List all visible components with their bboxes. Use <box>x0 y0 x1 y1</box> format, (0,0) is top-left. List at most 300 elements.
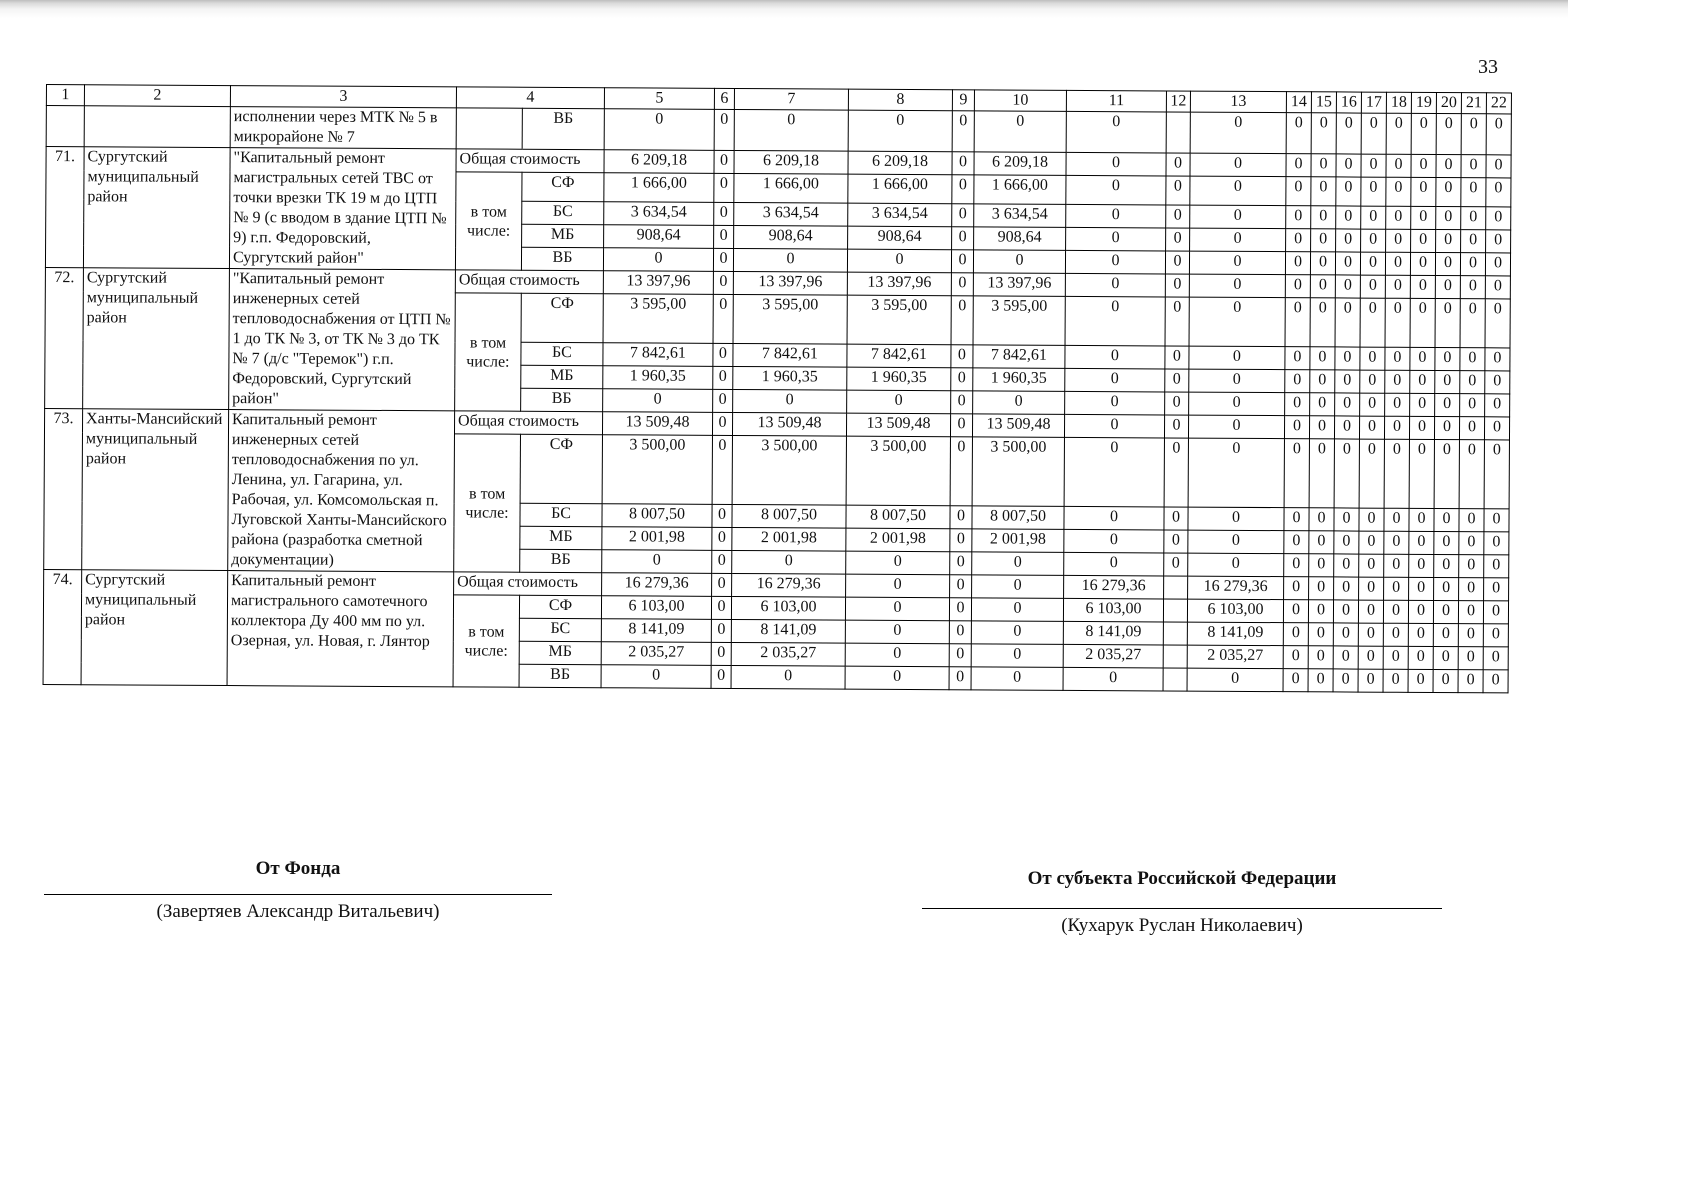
value-cell: 0 <box>1064 529 1164 553</box>
value-cell: 0 <box>951 273 973 296</box>
value-cell: 0 <box>714 202 734 225</box>
value-cell: 0 <box>1484 578 1509 601</box>
value-cell: 0 <box>1409 508 1434 531</box>
value-cell: 0 <box>1433 623 1458 646</box>
value-cell: 0 <box>1189 297 1285 347</box>
value-cell: 0 <box>1486 155 1511 178</box>
value-cell: 0 <box>971 644 1063 668</box>
value-cell: 0 <box>1188 438 1284 508</box>
value-cell: 6 103,00 <box>731 596 845 620</box>
value-cell: 0 <box>1310 347 1335 370</box>
value-cell: 0 <box>1334 531 1359 554</box>
value-cell: 3 634,54 <box>974 204 1066 228</box>
value-cell: 0 <box>1435 348 1460 371</box>
value-cell: 0 <box>1308 669 1333 692</box>
entry-number: 73. <box>44 408 83 569</box>
value-cell: 0 <box>1434 417 1459 440</box>
value-cell: 0 <box>1435 299 1460 348</box>
value-cell: 0 <box>1311 229 1336 252</box>
value-cell: 0 <box>1187 668 1283 692</box>
value-cell: 0 <box>949 644 971 667</box>
value-cell: 0 <box>1461 178 1486 207</box>
column-number: 18 <box>1386 92 1411 113</box>
funding-source-label: СФ <box>519 595 601 618</box>
object-description: "Капитальный ремонт инженерных сетей тепловодоснабжения от ЦТП № 1 до ТК № 3, от ТК № 3 до ТК № 7 (д/с "Теремок") г.п. Федоровский, Сургутский район" <box>229 269 456 411</box>
column-number: 16 <box>1336 92 1361 113</box>
value-cell: 0 <box>1385 370 1410 393</box>
value-cell: 0 <box>950 575 972 598</box>
column-number: 15 <box>1311 92 1336 113</box>
value-cell: 8 007,50 <box>602 504 712 528</box>
value-cell: 0 <box>1309 508 1334 531</box>
value-cell: 0 <box>1284 508 1309 531</box>
funding-source-label: СФ <box>521 293 603 342</box>
value-cell: 0 <box>1311 113 1336 154</box>
value-cell: 0 <box>713 343 733 366</box>
funding-source-label: БС <box>521 342 603 365</box>
value-cell: 3 634,54 <box>848 203 952 227</box>
value-cell: 0 <box>1359 416 1384 439</box>
value-cell: 0 <box>1335 393 1360 416</box>
value-cell: 0 <box>1484 532 1509 555</box>
value-cell: 0 <box>1286 229 1311 252</box>
value-cell: 13 397,96 <box>733 271 847 295</box>
value-cell: 0 <box>1459 440 1484 509</box>
value-cell: 0 <box>1188 507 1284 531</box>
value-cell: 3 595,00 <box>603 294 713 344</box>
including-label: в том числе: <box>453 595 520 687</box>
funding-source-label: ВБ <box>521 247 603 270</box>
value-cell: 0 <box>1436 207 1461 230</box>
value-cell: 0 <box>1285 393 1310 416</box>
value-cell: 6 103,00 <box>1063 598 1163 622</box>
value-cell: 0 <box>1166 228 1190 251</box>
signature-name-fund: (Завертяев Александр Витальевич) <box>156 901 440 922</box>
value-cell: 0 <box>1166 153 1190 176</box>
value-cell: 0 <box>1311 154 1336 177</box>
value-cell: 0 <box>1336 206 1361 229</box>
value-cell: 1 960,35 <box>733 366 847 390</box>
value-cell: 0 <box>1460 276 1485 299</box>
object-description: исполнении через МТК № 5 в микрорайоне № 7 <box>230 107 456 149</box>
value-cell: 2 001,98 <box>732 527 846 551</box>
region-cell <box>84 106 230 148</box>
value-cell: 0 <box>1189 392 1285 416</box>
value-cell: 0 <box>847 390 951 414</box>
value-cell: 0 <box>712 412 732 435</box>
value-cell: 1 666,00 <box>974 175 1066 205</box>
value-cell: 0 <box>972 575 1064 599</box>
value-cell: 0 <box>1385 252 1410 275</box>
value-cell: 1 666,00 <box>734 173 848 203</box>
value-cell: 0 <box>1358 600 1383 623</box>
value-cell: 0 <box>1384 439 1409 508</box>
value-cell: 0 <box>1335 298 1360 347</box>
funding-source-label: ВБ <box>519 664 601 687</box>
value-cell: 0 <box>1166 205 1190 228</box>
object-description: Капитальный ремонт инженерных сетей тепловодоснабжения по ул. Ленина, ул. Гагарина, ул. Рабочая, ул. Комсомольская п. Луговской Ханты-Мансийского района (разработка сметной документации) <box>228 410 455 572</box>
value-cell: 0 <box>1310 275 1335 298</box>
value-cell: 0 <box>734 109 848 151</box>
value-cell: 0 <box>950 552 972 575</box>
value-cell: 0 <box>1410 275 1435 298</box>
value-cell: 0 <box>713 389 733 412</box>
value-cell: 0 <box>950 437 972 506</box>
value-cell: 0 <box>1409 416 1434 439</box>
value-cell: 0 <box>1285 275 1310 298</box>
column-number: 5 <box>604 88 714 110</box>
value-cell: 0 <box>952 204 974 227</box>
value-cell: 0 <box>1164 530 1188 553</box>
value-cell: 0 <box>1335 347 1360 370</box>
value-cell: 0 <box>1435 394 1460 417</box>
value-cell: 0 <box>1461 230 1486 253</box>
value-cell: 3 500,00 <box>846 436 950 506</box>
value-cell: 0 <box>712 435 732 504</box>
value-cell: 0 <box>1164 438 1188 507</box>
value-cell: 0 <box>733 389 847 413</box>
funding-source-label: ВБ <box>521 388 603 411</box>
value-cell: 0 <box>1409 577 1434 600</box>
value-cell: 6 209,18 <box>848 151 952 175</box>
value-cell: 0 <box>1066 227 1166 251</box>
funding-source-label: ВБ <box>522 108 604 149</box>
value-cell: 0 <box>973 391 1065 415</box>
value-cell: 0 <box>974 111 1066 153</box>
value-cell: 0 <box>1384 577 1409 600</box>
funding-source-label: ВБ <box>520 549 602 572</box>
value-cell: 0 <box>1410 370 1435 393</box>
value-cell: 0 <box>1336 154 1361 177</box>
value-cell: 0 <box>1458 601 1483 624</box>
value-cell: 0 <box>1359 554 1384 577</box>
value-cell: 0 <box>1461 207 1486 230</box>
value-cell: 0 <box>712 550 732 573</box>
value-cell: 0 <box>712 527 732 550</box>
value-cell: 0 <box>1286 177 1311 206</box>
value-cell: 0 <box>1433 646 1458 669</box>
value-cell: 0 <box>1333 669 1358 692</box>
value-cell: 0 <box>1190 153 1286 177</box>
including-label: в том числе: <box>455 293 522 411</box>
column-number: 2 <box>84 85 230 107</box>
value-cell: 0 <box>1308 646 1333 669</box>
value-cell: 0 <box>1486 114 1511 155</box>
value-cell: 0 <box>1386 154 1411 177</box>
value-cell: 0 <box>1385 298 1410 347</box>
value-cell: 0 <box>1410 393 1435 416</box>
value-cell: 0 <box>1283 646 1308 669</box>
value-cell: 0 <box>602 550 712 574</box>
value-cell: 3 595,00 <box>847 295 951 345</box>
value-cell: 0 <box>1486 230 1511 253</box>
value-cell: 0 <box>1434 509 1459 532</box>
value-cell: 0 <box>1333 623 1358 646</box>
signature-title-fund: От Фонда <box>255 858 341 879</box>
value-cell: 0 <box>1410 347 1435 370</box>
value-cell: 0 <box>1359 508 1384 531</box>
value-cell: 0 <box>1411 206 1436 229</box>
value-cell: 0 <box>847 249 951 273</box>
column-number: 3 <box>230 86 456 108</box>
value-cell: 0 <box>1285 298 1310 347</box>
municipality-name: Сургутский муниципальный район <box>81 570 228 686</box>
value-cell: 0 <box>1165 369 1189 392</box>
value-cell: 0 <box>1334 416 1359 439</box>
value-cell: 0 <box>1334 508 1359 531</box>
value-cell: 2 001,98 <box>602 527 712 551</box>
value-cell: 0 <box>1165 392 1189 415</box>
value-cell: 6 103,00 <box>601 596 711 620</box>
value-cell: 0 <box>1066 111 1166 153</box>
value-cell <box>1163 599 1187 622</box>
value-cell: 0 <box>733 248 847 272</box>
funding-source-label: МБ <box>521 365 603 388</box>
value-cell: 0 <box>1065 368 1165 392</box>
value-cell: 0 <box>973 250 1065 274</box>
value-cell: 908,64 <box>734 225 848 249</box>
value-cell: 0 <box>1334 439 1359 508</box>
value-cell: 0 <box>1408 600 1433 623</box>
value-cell: 0 <box>1358 623 1383 646</box>
value-cell: 0 <box>1189 274 1285 298</box>
value-cell: 13 509,48 <box>846 413 950 437</box>
value-cell: 0 <box>1461 155 1486 178</box>
value-cell: 0 <box>1283 623 1308 646</box>
value-cell: 7 842,61 <box>973 345 1065 369</box>
value-cell: 0 <box>1385 347 1410 370</box>
value-cell: 8 141,09 <box>1063 621 1163 645</box>
column-number: 1 <box>46 85 84 106</box>
value-cell: 16 279,36 <box>1064 575 1164 599</box>
value-cell: 0 <box>1284 577 1309 600</box>
value-cell: 0 <box>603 389 713 413</box>
value-cell: 0 <box>1310 393 1335 416</box>
value-cell: 2 035,27 <box>1063 644 1163 668</box>
value-cell: 0 <box>1189 369 1285 393</box>
value-cell: 0 <box>1411 229 1436 252</box>
municipality-name: Сургутский муниципальный район <box>83 268 230 410</box>
value-cell: 0 <box>1485 348 1510 371</box>
funding-source-label: БС <box>520 503 602 526</box>
value-cell: 0 <box>1435 253 1460 276</box>
value-cell: 0 <box>1383 646 1408 669</box>
value-cell: 0 <box>732 550 846 574</box>
value-cell: 0 <box>845 643 949 667</box>
value-cell: 0 <box>1459 417 1484 440</box>
value-cell: 0 <box>1460 299 1485 348</box>
value-cell: 0 <box>1065 250 1165 274</box>
value-cell: 0 <box>1384 508 1409 531</box>
value-cell: 0 <box>1065 273 1165 297</box>
value-cell: 0 <box>1408 623 1433 646</box>
value-cell: 1 960,35 <box>847 367 951 391</box>
value-cell: 0 <box>1384 554 1409 577</box>
value-cell: 13 509,48 <box>602 412 712 436</box>
value-cell: 0 <box>1360 347 1385 370</box>
value-cell: 3 500,00 <box>972 437 1064 507</box>
signature-line-subject <box>922 908 1442 909</box>
value-cell: 0 <box>1335 370 1360 393</box>
value-cell: 0 <box>1285 347 1310 370</box>
value-cell: 0 <box>952 175 974 204</box>
value-cell: 0 <box>1485 371 1510 394</box>
value-cell: 0 <box>1460 371 1485 394</box>
value-cell: 16 279,36 <box>732 573 846 597</box>
value-cell: 0 <box>1483 670 1508 693</box>
column-number: 9 <box>952 90 974 111</box>
value-cell: 13 509,48 <box>972 414 1064 438</box>
value-cell: 0 <box>845 666 949 690</box>
value-cell: 0 <box>1165 297 1189 346</box>
value-cell: 0 <box>950 414 972 437</box>
value-cell: 0 <box>1384 416 1409 439</box>
object-description: "Капитальный ремонт магистральных сетей ТВС от точки врезки ТК 19 м до ЦТП № 9 (с вводом в здание ЦТП № 9) г.п. Федоровский, Сургутский район" <box>229 148 456 270</box>
column-number: 8 <box>848 89 952 111</box>
value-cell: 13 397,96 <box>603 271 713 295</box>
value-cell: 0 <box>1458 647 1483 670</box>
value-cell: 0 <box>1434 578 1459 601</box>
value-cell: 1 666,00 <box>604 173 714 203</box>
value-cell: 0 <box>1409 554 1434 577</box>
value-cell: 0 <box>1485 394 1510 417</box>
signature-line-fund <box>44 894 552 895</box>
value-cell: 0 <box>1309 531 1334 554</box>
value-cell: 0 <box>1190 228 1286 252</box>
value-cell: 0 <box>1066 152 1166 176</box>
value-cell: 0 <box>952 152 974 175</box>
value-cell: 0 <box>1435 371 1460 394</box>
value-cell: 8 007,50 <box>846 505 950 529</box>
value-cell: 0 <box>1334 554 1359 577</box>
value-cell: 0 <box>1358 646 1383 669</box>
column-number: 20 <box>1436 93 1461 114</box>
funding-source-label: БС <box>522 201 604 224</box>
value-cell: 7 842,61 <box>847 344 951 368</box>
column-number: 10 <box>974 90 1066 112</box>
funding-source-label: МБ <box>520 526 602 549</box>
value-cell: 0 <box>1361 113 1386 154</box>
value-cell: 0 <box>1164 415 1188 438</box>
value-cell: 0 <box>1308 600 1333 623</box>
value-cell: 0 <box>1064 506 1164 530</box>
value-cell: 0 <box>951 368 973 391</box>
total-cost-label: Общая стоимость <box>454 411 602 435</box>
value-cell: 0 <box>1360 275 1385 298</box>
value-cell: 0 <box>1334 577 1359 600</box>
column-number: 14 <box>1286 92 1311 113</box>
value-cell: 0 <box>1336 113 1361 154</box>
value-cell: 0 <box>1336 229 1361 252</box>
value-cell: 0 <box>1309 416 1334 439</box>
value-cell: 8 007,50 <box>972 506 1064 530</box>
column-number: 21 <box>1461 93 1486 114</box>
value-cell: 0 <box>1286 206 1311 229</box>
value-cell: 2 035,27 <box>1187 645 1283 669</box>
value-cell <box>1163 645 1187 668</box>
value-cell: 0 <box>1484 555 1509 578</box>
value-cell: 0 <box>1386 229 1411 252</box>
value-cell: 0 <box>1411 113 1436 154</box>
municipality-name: Сургутский муниципальный район <box>83 147 230 269</box>
value-cell: 0 <box>1459 509 1484 532</box>
value-cell: 0 <box>1433 601 1458 624</box>
value-cell: 0 <box>1188 530 1284 554</box>
value-cell: 1 666,00 <box>848 174 952 204</box>
value-cell: 0 <box>1459 578 1484 601</box>
value-cell: 0 <box>1360 252 1385 275</box>
value-cell: 0 <box>1409 531 1434 554</box>
value-cell: 0 <box>711 596 731 619</box>
value-cell: 3 634,54 <box>734 202 848 226</box>
value-cell: 0 <box>950 506 972 529</box>
value-cell: 0 <box>951 391 973 414</box>
value-cell: 2 001,98 <box>972 529 1064 553</box>
value-cell: 0 <box>951 296 973 345</box>
value-cell: 0 <box>1384 531 1409 554</box>
value-cell: 0 <box>846 551 950 575</box>
entry-number: 74. <box>43 569 82 684</box>
value-cell: 0 <box>1436 178 1461 207</box>
value-cell: 0 <box>1411 177 1436 206</box>
value-cell: 3 634,54 <box>604 202 714 226</box>
column-number: 6 <box>714 88 734 109</box>
value-cell: 0 <box>1189 251 1285 275</box>
value-cell: 0 <box>1436 230 1461 253</box>
value-cell: 0 <box>949 621 971 644</box>
value-cell: 2 001,98 <box>846 528 950 552</box>
subrow-label-blank <box>456 108 522 149</box>
value-cell: 0 <box>1485 299 1510 348</box>
value-cell: 0 <box>1361 177 1386 206</box>
value-cell: 0 <box>713 271 733 294</box>
value-cell: 0 <box>1310 298 1335 347</box>
funding-source-label: СФ <box>522 172 604 201</box>
funding-source-label: МБ <box>522 224 604 247</box>
value-cell: 908,64 <box>604 225 714 249</box>
value-cell: 0 <box>604 109 714 151</box>
value-cell: 0 <box>1434 555 1459 578</box>
value-cell: 0 <box>950 529 972 552</box>
value-cell: 0 <box>1189 346 1285 370</box>
value-cell: 0 <box>1285 252 1310 275</box>
value-cell: 3 595,00 <box>733 294 847 344</box>
value-cell: 0 <box>848 110 952 152</box>
value-cell: 0 <box>1459 555 1484 578</box>
column-number: 17 <box>1361 92 1386 113</box>
value-cell: 0 <box>1411 154 1436 177</box>
funding-source-label: МБ <box>519 641 601 664</box>
signature-title-subject: От субъекта Российской Федерации <box>1027 868 1337 889</box>
value-cell: 0 <box>1190 112 1286 154</box>
value-cell: 0 <box>1310 252 1335 275</box>
value-cell: 0 <box>1063 667 1163 691</box>
value-cell: 0 <box>1360 298 1385 347</box>
column-number: 13 <box>1190 91 1286 113</box>
value-cell: 0 <box>1283 669 1308 692</box>
value-cell: 0 <box>1284 439 1309 508</box>
value-cell: 1 960,35 <box>603 366 713 390</box>
value-cell: 0 <box>1164 507 1188 530</box>
value-cell: 0 <box>1064 414 1164 438</box>
value-cell: 0 <box>1386 206 1411 229</box>
value-cell: 0 <box>1188 415 1284 439</box>
value-cell: 0 <box>712 573 732 596</box>
value-cell <box>1163 668 1187 691</box>
value-cell: 0 <box>1383 600 1408 623</box>
value-cell: 0 <box>1164 553 1188 576</box>
value-cell: 0 <box>1284 416 1309 439</box>
